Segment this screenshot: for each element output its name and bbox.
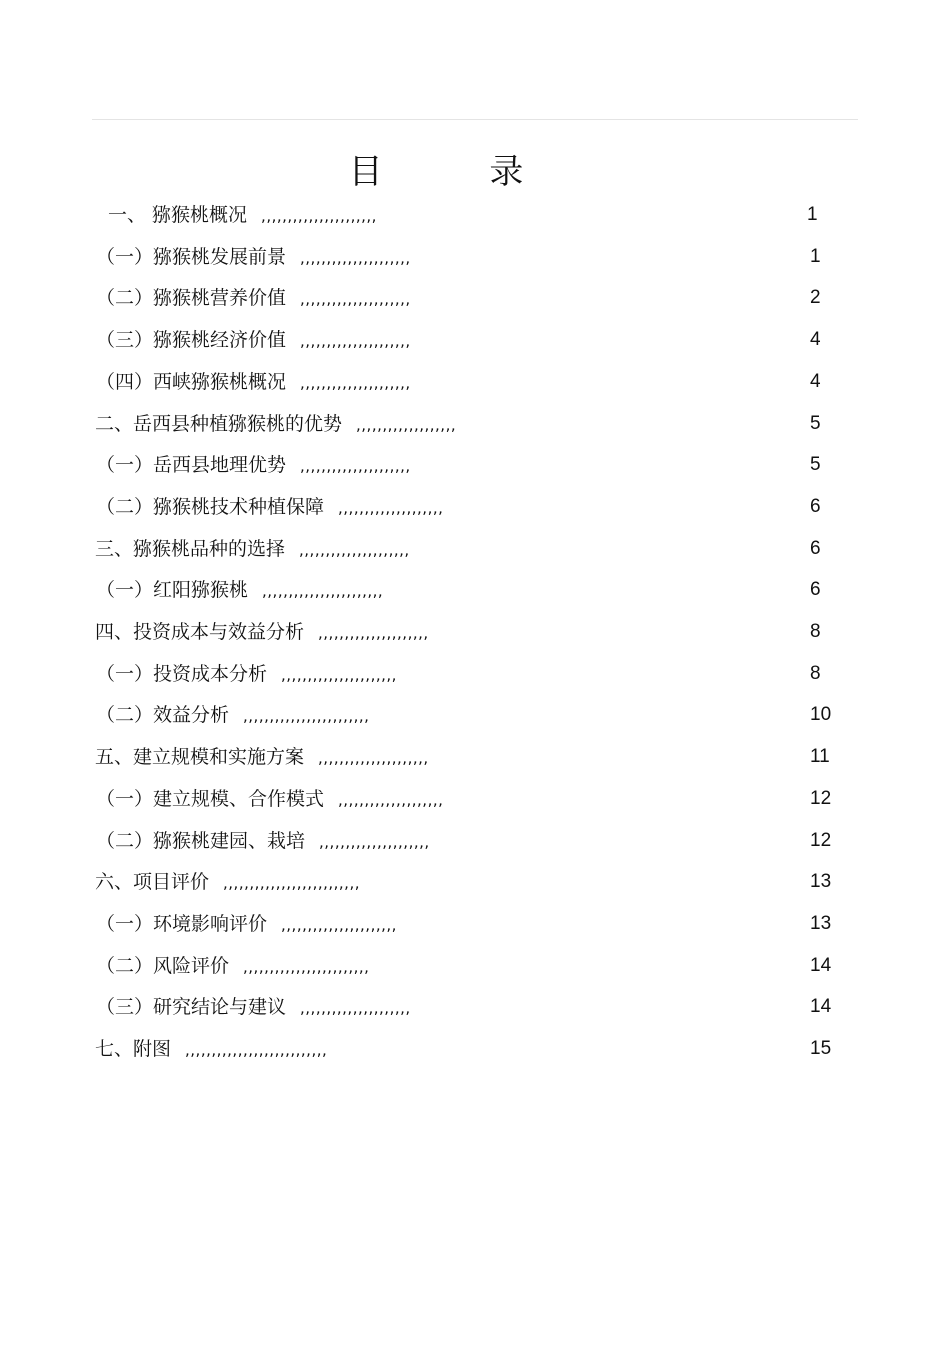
toc-entry-leader: ,,,,,,,,,,,,,,,,,,,,,,,, bbox=[243, 957, 370, 976]
toc-entry-label: （二）猕猴桃技术种植保障 bbox=[96, 495, 325, 518]
toc-entry-text-wrap bbox=[96, 362, 411, 403]
toc-entry-text-wrap bbox=[96, 654, 397, 695]
toc-entry-leader: ,,,,,,,,,,,,,,,,,,,,, bbox=[318, 749, 429, 768]
toc-entry-text-wrap bbox=[96, 237, 411, 278]
toc-entry-page-number: 13 bbox=[810, 871, 832, 893]
toc-entry-leader: ,,,,,,,,,,,,,,,,,,,,,, bbox=[281, 665, 397, 684]
toc-entry-text-wrap bbox=[95, 862, 360, 903]
toc-entry-leader: ,,,,,,,,,,,,,,,,,,,,,,,,,, bbox=[223, 874, 360, 893]
toc-entry-label: （二）猕猴桃建园、栽培 bbox=[96, 829, 306, 852]
toc-entry-text-wrap bbox=[95, 404, 456, 445]
toc-entry-label: （四）西峡猕猴桃概况 bbox=[96, 370, 287, 393]
toc-entry-text-wrap bbox=[95, 1029, 327, 1070]
toc-entry[interactable] bbox=[0, 946, 950, 986]
toc-entry-page-number: 11 bbox=[810, 746, 830, 768]
toc-entry-page-number: 6 bbox=[810, 495, 821, 517]
toc-entry-text-wrap bbox=[96, 487, 443, 528]
toc-entry-text-wrap bbox=[96, 695, 369, 736]
toc-entry-label: 二、岳西县种植猕猴桃的优势 bbox=[95, 412, 343, 435]
toc-entry-page-number: 1 bbox=[810, 245, 821, 267]
toc-entry-leader: ,,,,,,,,,,,,,,,,,,,,,, bbox=[261, 207, 377, 225]
toc-entry-leader: ,,,,,,,,,,,,,,,,,,,,, bbox=[300, 290, 411, 309]
toc-entry[interactable] bbox=[0, 529, 950, 569]
toc-entry[interactable] bbox=[0, 320, 950, 360]
toc-entry-leader: ,,,,,,,,,,,,,,,,,,,,, bbox=[318, 624, 429, 642]
toc-entry-leader: ,,,,,,,,,,,,,,,,,,,,, bbox=[300, 457, 411, 476]
toc-entry-text-wrap bbox=[108, 195, 377, 236]
toc-entry-text-wrap bbox=[96, 320, 411, 361]
toc-entry[interactable] bbox=[0, 695, 950, 735]
toc-entry-page-number: 6 bbox=[810, 537, 821, 559]
toc-entry[interactable] bbox=[0, 570, 950, 610]
toc-entry[interactable] bbox=[0, 487, 950, 527]
toc-entry-page-number: 12 bbox=[810, 829, 832, 851]
toc-entry[interactable] bbox=[0, 1029, 950, 1069]
toc-entry-page-number: 4 bbox=[810, 370, 821, 392]
toc-entry-text-wrap bbox=[96, 570, 383, 611]
toc-entry-page-number: 8 bbox=[810, 662, 821, 684]
toc-entry-page-number: 6 bbox=[810, 579, 821, 601]
toc-entry-leader: ,,,,,,,,,,,,,,,,,,,,,,,, bbox=[243, 707, 370, 726]
toc-entry-leader: ,,,,,,,,,,,,,,,,,,,,, bbox=[300, 999, 411, 1018]
toc-entry-label: 四、投资成本与效益分析 bbox=[95, 621, 305, 643]
toc-entry-page-number: 14 bbox=[810, 996, 832, 1018]
toc-entry-page-number: 14 bbox=[810, 954, 832, 976]
toc-entry-label: （一）建立规模、合作模式 bbox=[96, 787, 325, 810]
toc-entry[interactable] bbox=[0, 987, 950, 1027]
toc-entry-text-wrap bbox=[96, 445, 411, 486]
toc-entry-label: （二）风险评价 bbox=[96, 954, 230, 977]
toc-entry[interactable] bbox=[0, 362, 950, 402]
toc-entry[interactable] bbox=[0, 445, 950, 485]
toc-entry-page-number: 8 bbox=[810, 621, 821, 642]
toc-entry[interactable] bbox=[0, 404, 950, 444]
toc-entry[interactable] bbox=[0, 737, 950, 777]
toc-entry-label: 五、建立规模和实施方案 bbox=[95, 746, 305, 769]
toc-entry-leader: ,,,,,,,,,,,,,,,,,,,,,, bbox=[281, 915, 397, 934]
toc-entry-page-number: 15 bbox=[810, 1038, 832, 1059]
toc-entry-leader: ,,,,,,,,,,,,,,,,,,,,, bbox=[300, 248, 411, 267]
toc-entry-label: 六、项目评价 bbox=[95, 871, 210, 894]
toc-entry[interactable] bbox=[0, 654, 950, 694]
toc-entry-page-number: 10 bbox=[810, 704, 832, 726]
toc-entry-label: （三）猕猴桃经济价值 bbox=[96, 329, 287, 352]
toc-entry[interactable] bbox=[0, 862, 950, 902]
toc-entry-label: 七、附图 bbox=[95, 1038, 172, 1060]
toc-entry-label: （一）岳西县地理优势 bbox=[96, 454, 287, 477]
toc-entry-text-wrap bbox=[95, 612, 429, 653]
toc-entry-page-number: 12 bbox=[810, 787, 832, 809]
toc-entry[interactable] bbox=[0, 195, 950, 235]
toc-entry-label: 一、 猕猴桃概况 bbox=[108, 204, 248, 226]
toc-entry-label: 三、猕猴桃品种的选择 bbox=[95, 537, 286, 560]
toc-entry-text-wrap bbox=[96, 946, 369, 987]
toc-entry-text-wrap bbox=[96, 821, 430, 862]
toc-entry-leader: ,,,,,,,,,,,,,,,,,,, bbox=[356, 415, 457, 434]
toc-entry-text-wrap bbox=[95, 737, 429, 778]
toc-entry-label: （三）研究结论与建议 bbox=[96, 996, 287, 1019]
toc-entry[interactable] bbox=[0, 779, 950, 819]
toc-entry-leader: ,,,,,,,,,,,,,,,,,,,, bbox=[338, 498, 444, 517]
toc-entry[interactable] bbox=[0, 821, 950, 861]
toc-entry[interactable] bbox=[0, 237, 950, 277]
toc-entry[interactable] bbox=[0, 278, 950, 318]
toc-entry-leader: ,,,,,,,,,,,,,,,,,,,,,,, bbox=[262, 582, 384, 601]
toc-entry-page-number: 1 bbox=[807, 204, 818, 225]
toc-entry-leader: ,,,,,,,,,,,,,,,,,,,, bbox=[338, 790, 444, 809]
toc-entry-label: （二）效益分析 bbox=[96, 704, 230, 727]
toc-entry-leader: ,,,,,,,,,,,,,,,,,,,,, bbox=[299, 540, 410, 559]
toc-entry-page-number: 13 bbox=[810, 912, 832, 934]
toc-entry-leader: ,,,,,,,,,,,,,,,,,,,,, bbox=[300, 373, 411, 392]
toc-entry-text-wrap bbox=[96, 278, 411, 319]
toc-entry-page-number: 4 bbox=[810, 329, 821, 351]
toc-entry[interactable] bbox=[0, 612, 950, 652]
toc-entry-label: （一）投资成本分析 bbox=[96, 662, 268, 685]
toc-entry-page-number: 2 bbox=[810, 287, 821, 309]
header-rule bbox=[92, 119, 858, 120]
toc-entry-page-number: 5 bbox=[810, 454, 821, 476]
toc-entry-leader: ,,,,,,,,,,,,,,,,,,,,, bbox=[319, 832, 430, 851]
toc-entry-text-wrap bbox=[96, 904, 397, 945]
page-title: 目 录 bbox=[348, 152, 572, 192]
toc-entry-text-wrap bbox=[95, 529, 410, 570]
toc-entry-label: （一）环境影响评价 bbox=[96, 912, 268, 935]
toc-entry-leader: ,,,,,,,,,,,,,,,,,,,,, bbox=[300, 332, 411, 351]
toc-entry-leader: ,,,,,,,,,,,,,,,,,,,,,,,,,,, bbox=[185, 1041, 328, 1059]
toc-entry[interactable] bbox=[0, 904, 950, 944]
toc-entry-text-wrap bbox=[96, 779, 443, 820]
toc-entry-label: （二）猕猴桃营养价值 bbox=[96, 287, 287, 310]
toc-entry-label: （一）猕猴桃发展前景 bbox=[96, 245, 287, 268]
toc-entry-page-number: 5 bbox=[810, 412, 821, 434]
toc-entry-text-wrap bbox=[96, 987, 411, 1028]
toc-entry-label: （一）红阳猕猴桃 bbox=[96, 579, 249, 602]
